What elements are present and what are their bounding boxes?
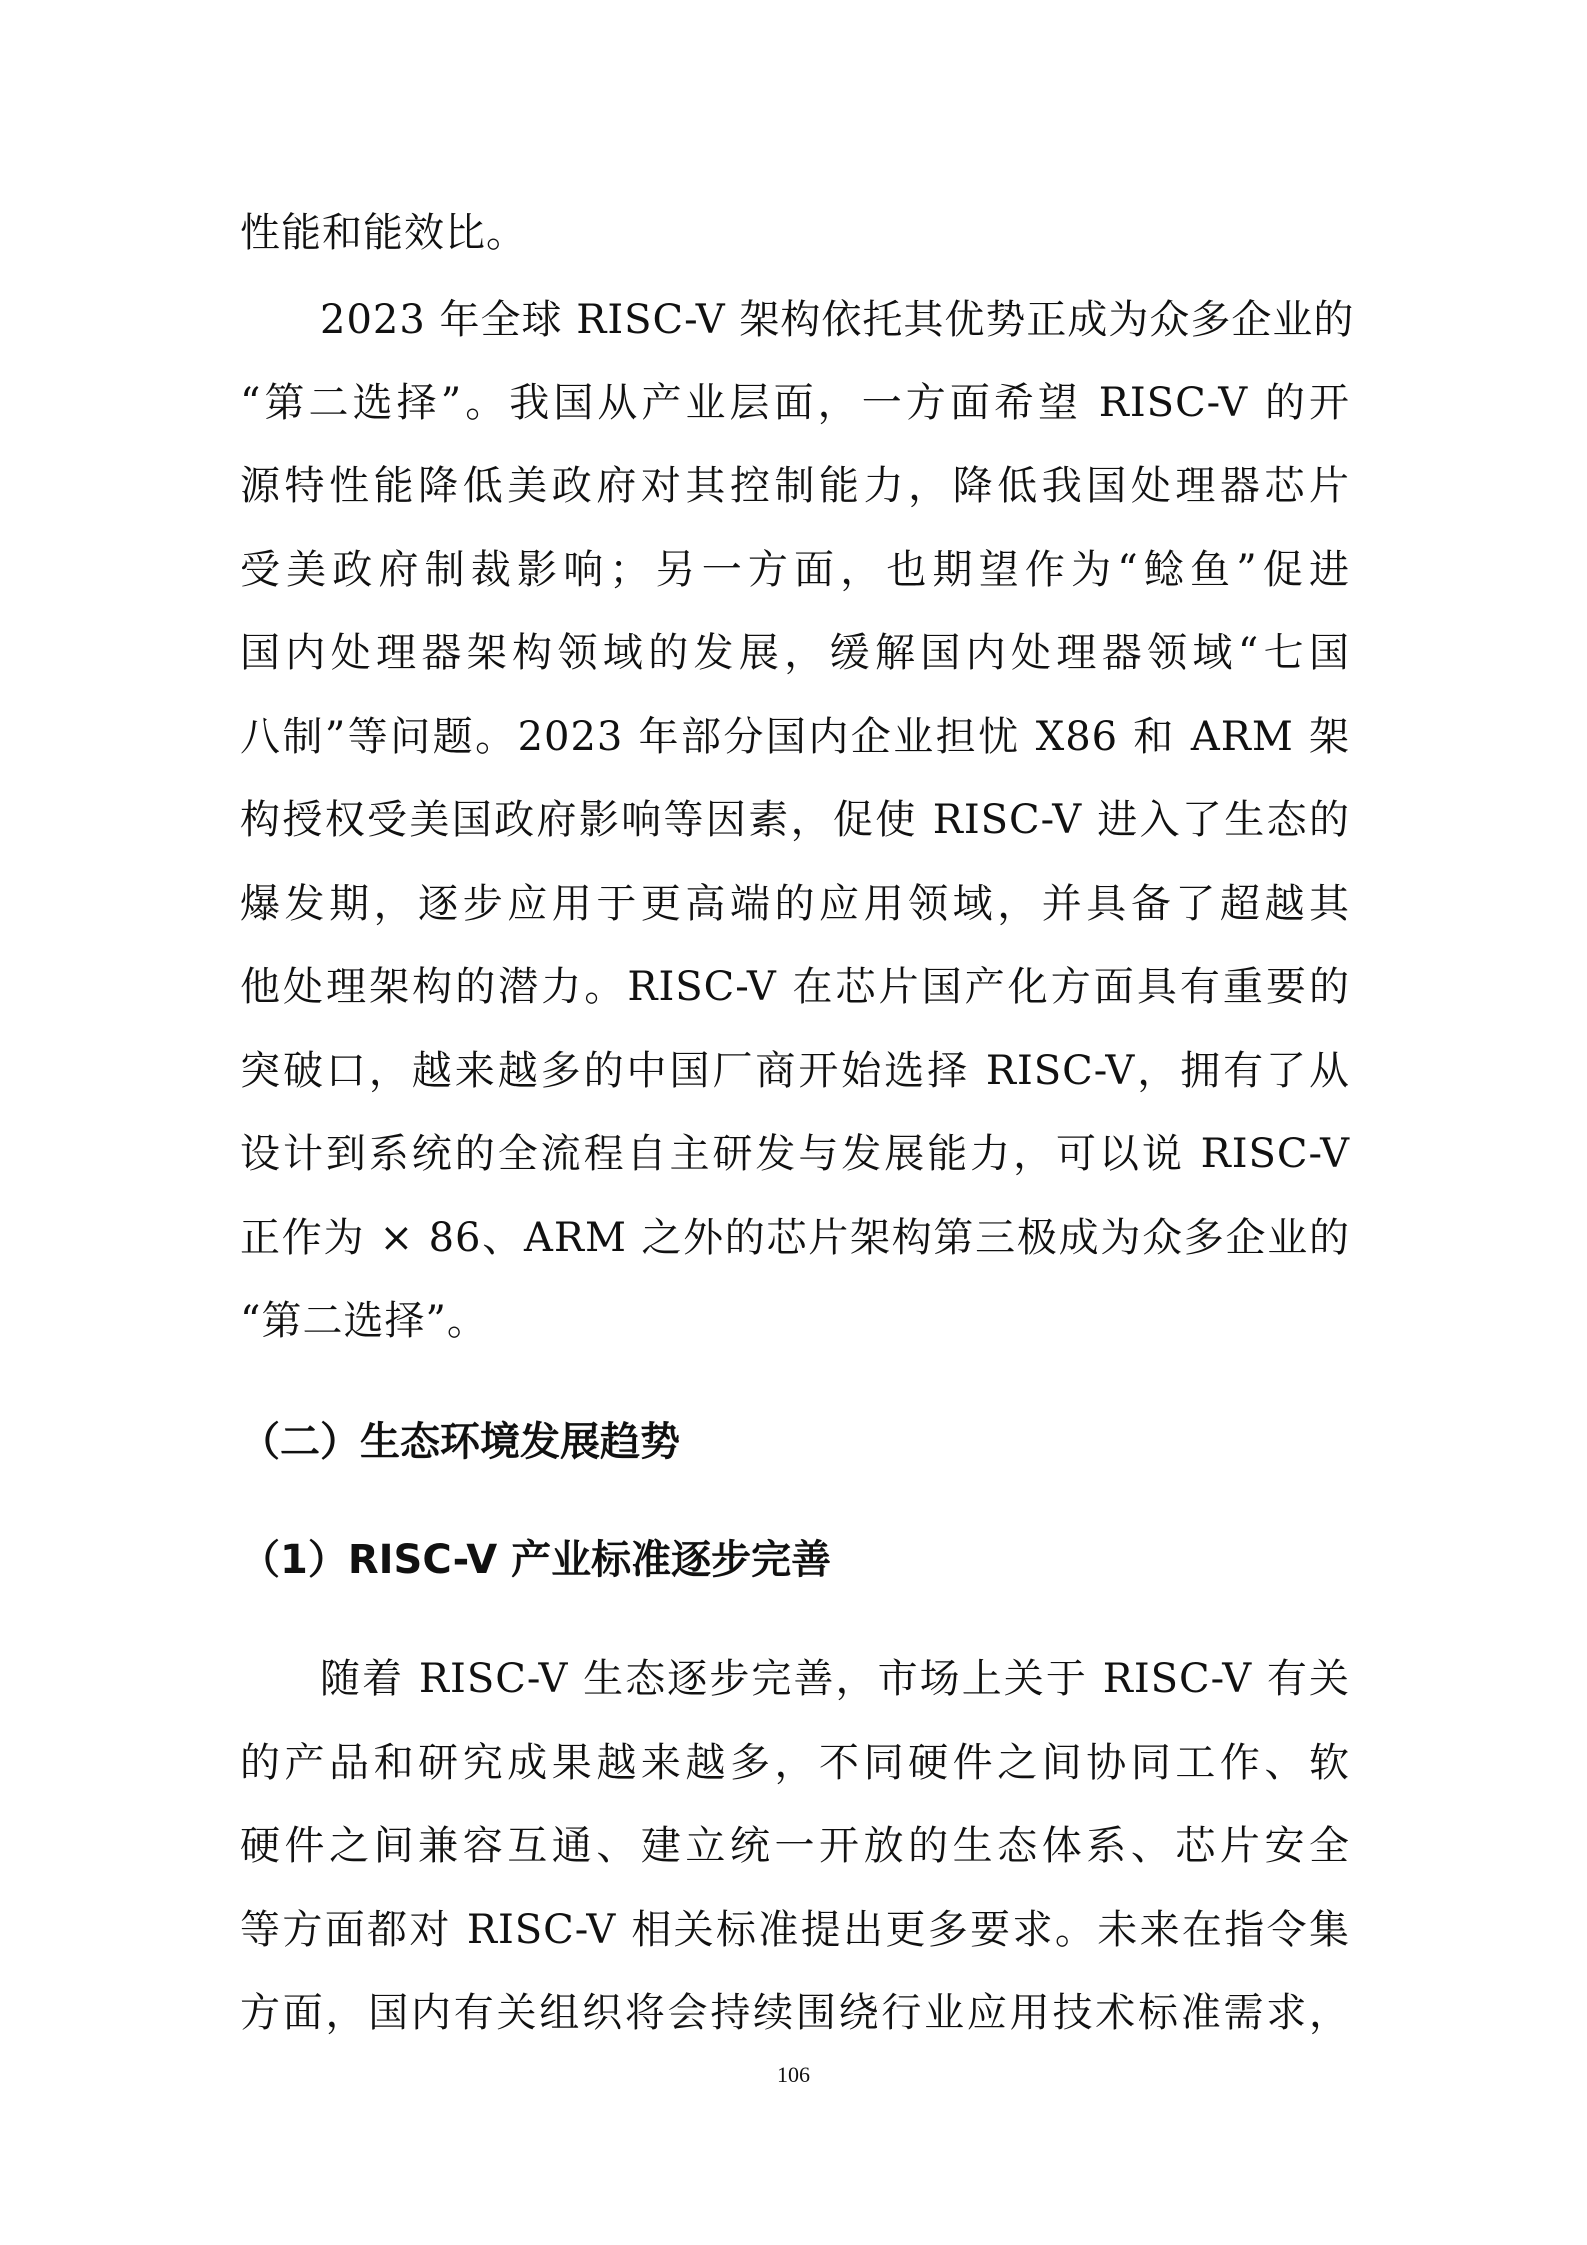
paragraph-2-line-5: 国内处理器架构领域的发展，缓解国内处理器领域“七国 [240, 630, 1350, 676]
paragraph-2-line-6: 八制”等问题。2023 年部分国内企业担忧 X86 和 ARM 架 [240, 714, 1350, 760]
paragraph-2-line-2: “第二选择”。我国从产业层面，一方面希望 RISC-V 的开 [240, 380, 1350, 426]
page-number: 106 [777, 2062, 810, 2087]
paragraph-3-line-5: 方面，国内有关组织将会持续围绕行业应用技术标准需求， [240, 1990, 1350, 2036]
subsection-heading: （1）RISC-V 产业标准逐步完善 [240, 1537, 832, 1583]
paragraph-3-line-4: 等方面都对 RISC-V 相关标准提出更多要求。未来在指令集 [240, 1907, 1350, 1953]
paragraph-1-line-1: 性能和能效比。 [240, 210, 527, 256]
paragraph-2-line-1: 2023 年全球 RISC-V 架构依托其优势正成为众多企业的 [320, 297, 1355, 343]
paragraph-2-line-4: 受美政府制裁影响；另一方面，也期望作为“鲶鱼”促进 [240, 547, 1350, 593]
section-heading: （二）生态环境发展趋势 [240, 1419, 680, 1465]
paragraph-3-line-3: 硬件之间兼容互通、建立统一开放的生态体系、芯片安全 [240, 1823, 1350, 1869]
paragraph-2-line-8: 爆发期，逐步应用于更高端的应用领域，并具备了超越其 [240, 881, 1350, 927]
paragraph-2-line-9: 他处理架构的潜力。RISC-V 在芯片国产化方面具有重要的 [240, 964, 1350, 1010]
paragraph-3-line-1: 随着 RISC-V 生态逐步完善，市场上关于 RISC-V 有关 [320, 1656, 1350, 1702]
paragraph-2-line-7: 构授权受美国政府影响等因素，促使 RISC-V 进入了生态的 [240, 797, 1350, 843]
paragraph-3-line-2: 的产品和研究成果越来越多，不同硬件之间协同工作、软 [240, 1740, 1350, 1786]
paragraph-2-line-10: 突破口，越来越多的中国厂商开始选择 RISC-V，拥有了从 [240, 1048, 1350, 1094]
paragraph-2-line-13: “第二选择”。 [240, 1298, 488, 1344]
paragraph-2-line-3: 源特性能降低美政府对其控制能力，降低我国处理器芯片 [240, 463, 1350, 509]
paragraph-2-line-11: 设计到系统的全流程自主研发与发展能力，可以说 RISC-V [240, 1131, 1350, 1177]
paragraph-2-line-12: 正作为 × 86、ARM 之外的芯片架构第三极成为众多企业的 [240, 1215, 1350, 1261]
